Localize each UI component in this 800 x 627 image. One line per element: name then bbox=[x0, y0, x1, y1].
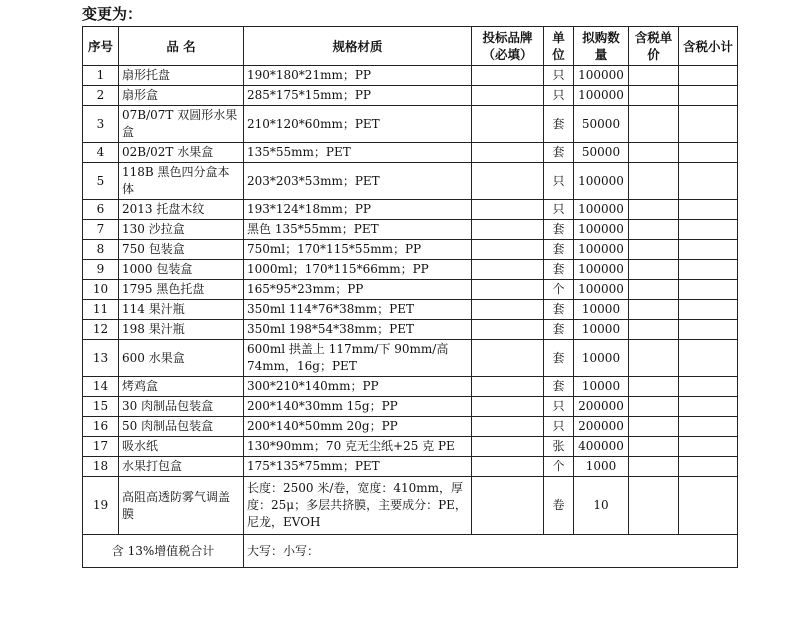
row-qty: 10000 bbox=[574, 320, 629, 340]
row-spec: 1000ml；170*115*66mm；PP bbox=[244, 260, 472, 280]
row-no: 14 bbox=[83, 377, 119, 397]
row-price-input[interactable] bbox=[629, 300, 679, 320]
row-qty: 100000 bbox=[574, 260, 629, 280]
row-qty: 10000 bbox=[574, 340, 629, 377]
row-spec: 350ml 114*76*38mm；PET bbox=[244, 300, 472, 320]
row-subtotal-input[interactable] bbox=[679, 397, 738, 417]
row-no: 11 bbox=[83, 300, 119, 320]
row-name: 高阻高透防雾气调盖膜 bbox=[119, 477, 244, 535]
row-spec: 300*210*140mm；PP bbox=[244, 377, 472, 397]
row-price-input[interactable] bbox=[629, 66, 679, 86]
row-name: 750 包装盒 bbox=[119, 240, 244, 260]
row-spec: 193*124*18mm；PP bbox=[244, 200, 472, 220]
row-price-input[interactable] bbox=[629, 163, 679, 200]
row-unit: 套 bbox=[544, 143, 574, 163]
row-unit: 只 bbox=[544, 66, 574, 86]
table-row bbox=[83, 320, 738, 340]
row-price-input[interactable] bbox=[629, 320, 679, 340]
table-row bbox=[83, 200, 738, 220]
row-name: 07B/07T 双圆形水果盒 bbox=[119, 106, 244, 143]
row-brand-input[interactable] bbox=[472, 86, 544, 106]
table-row bbox=[83, 280, 738, 300]
table-row bbox=[83, 397, 738, 417]
table-row bbox=[83, 300, 738, 320]
row-name: 50 肉制品包装盒 bbox=[119, 417, 244, 437]
row-brand-input[interactable] bbox=[472, 260, 544, 280]
row-brand-input[interactable] bbox=[472, 377, 544, 397]
row-subtotal-input[interactable] bbox=[679, 220, 738, 240]
row-no: 16 bbox=[83, 417, 119, 437]
row-no: 1 bbox=[83, 66, 119, 86]
row-name: 600 水果盒 bbox=[119, 340, 244, 377]
row-no: 9 bbox=[83, 260, 119, 280]
row-spec: 203*203*53mm；PET bbox=[244, 163, 472, 200]
row-spec: 750ml；170*115*55mm；PP bbox=[244, 240, 472, 260]
row-name: 扇形盒 bbox=[119, 86, 244, 106]
table-row bbox=[83, 240, 738, 260]
row-name: 118B 黑色四分盒本体 bbox=[119, 163, 244, 200]
row-unit: 套 bbox=[544, 106, 574, 143]
row-qty: 50000 bbox=[574, 143, 629, 163]
header-price: 含税单价 bbox=[629, 27, 679, 66]
row-qty: 10000 bbox=[574, 377, 629, 397]
row-brand-input[interactable] bbox=[472, 397, 544, 417]
row-subtotal-input[interactable] bbox=[679, 260, 738, 280]
row-price-input[interactable] bbox=[629, 220, 679, 240]
row-price-input[interactable] bbox=[629, 437, 679, 457]
row-brand-input[interactable] bbox=[472, 143, 544, 163]
row-subtotal-input[interactable] bbox=[679, 477, 738, 535]
row-price-input[interactable] bbox=[629, 457, 679, 477]
row-brand-input[interactable] bbox=[472, 340, 544, 377]
row-subtotal-input[interactable] bbox=[679, 66, 738, 86]
row-name: 30 肉制品包装盒 bbox=[119, 397, 244, 417]
row-no: 19 bbox=[83, 477, 119, 535]
row-price-input[interactable] bbox=[629, 417, 679, 437]
row-name: 114 果汁瓶 bbox=[119, 300, 244, 320]
row-subtotal-input[interactable] bbox=[679, 106, 738, 143]
table-row bbox=[83, 163, 738, 200]
table-row bbox=[83, 106, 738, 143]
row-no: 15 bbox=[83, 397, 119, 417]
row-brand-input[interactable] bbox=[472, 417, 544, 437]
row-no: 2 bbox=[83, 86, 119, 106]
row-brand-input[interactable] bbox=[472, 106, 544, 143]
row-spec: 210*120*60mm；PET bbox=[244, 106, 472, 143]
row-spec: 165*95*23mm；PP bbox=[244, 280, 472, 300]
table-row bbox=[83, 66, 738, 86]
total-label: 含 13%增值税合计 bbox=[83, 535, 244, 568]
table-row bbox=[83, 477, 738, 535]
row-unit: 只 bbox=[544, 200, 574, 220]
table-row bbox=[83, 377, 738, 397]
row-subtotal-input[interactable] bbox=[679, 143, 738, 163]
row-brand-input[interactable] bbox=[472, 300, 544, 320]
row-unit: 套 bbox=[544, 220, 574, 240]
table-row bbox=[83, 220, 738, 240]
row-price-input[interactable] bbox=[629, 397, 679, 417]
table-row bbox=[83, 143, 738, 163]
row-name: 198 果汁瓶 bbox=[119, 320, 244, 340]
row-brand-input[interactable] bbox=[472, 320, 544, 340]
row-price-input[interactable] bbox=[629, 477, 679, 535]
row-subtotal-input[interactable] bbox=[679, 340, 738, 377]
row-spec: 285*175*15mm；PP bbox=[244, 86, 472, 106]
row-no: 5 bbox=[83, 163, 119, 200]
table-row bbox=[83, 417, 738, 437]
row-no: 17 bbox=[83, 437, 119, 457]
row-spec: 130*90mm；70 克无尘纸+25 克 PE bbox=[244, 437, 472, 457]
header-no: 序号 bbox=[83, 27, 119, 66]
row-brand-input[interactable] bbox=[472, 66, 544, 86]
row-unit: 个 bbox=[544, 280, 574, 300]
section-heading: 变更为： bbox=[82, 5, 143, 23]
row-spec: 350ml 198*54*38mm；PET bbox=[244, 320, 472, 340]
row-qty: 10000 bbox=[574, 300, 629, 320]
row-unit: 套 bbox=[544, 340, 574, 377]
row-subtotal-input[interactable] bbox=[679, 300, 738, 320]
row-brand-input[interactable] bbox=[472, 200, 544, 220]
row-spec: 200*140*30mm 15g；PP bbox=[244, 397, 472, 417]
row-name: 130 沙拉盒 bbox=[119, 220, 244, 240]
procurement-table bbox=[82, 26, 738, 568]
row-brand-input[interactable] bbox=[472, 163, 544, 200]
row-unit: 套 bbox=[544, 240, 574, 260]
row-qty: 100000 bbox=[574, 66, 629, 86]
row-subtotal-input[interactable] bbox=[679, 200, 738, 220]
row-name: 1795 黑色托盘 bbox=[119, 280, 244, 300]
row-unit: 只 bbox=[544, 86, 574, 106]
row-brand-input[interactable] bbox=[472, 220, 544, 240]
row-unit: 只 bbox=[544, 417, 574, 437]
row-unit: 只 bbox=[544, 397, 574, 417]
header-unit: 单位 bbox=[544, 27, 574, 66]
row-name: 2013 托盘木纹 bbox=[119, 200, 244, 220]
row-qty: 100000 bbox=[574, 200, 629, 220]
header-spec: 规格材质 bbox=[244, 27, 472, 66]
row-brand-input[interactable] bbox=[472, 437, 544, 457]
row-spec: 190*180*21mm；PP bbox=[244, 66, 472, 86]
row-price-input[interactable] bbox=[629, 86, 679, 106]
row-spec: 600ml 拱盖上 117mm/下 90mm/高 74mm，16g；PET bbox=[244, 340, 472, 377]
row-subtotal-input[interactable] bbox=[679, 240, 738, 260]
row-unit: 套 bbox=[544, 260, 574, 280]
header-subtotal: 含税小计 bbox=[679, 27, 738, 66]
row-qty: 100000 bbox=[574, 280, 629, 300]
row-qty: 400000 bbox=[574, 437, 629, 457]
row-qty: 100000 bbox=[574, 240, 629, 260]
row-unit: 套 bbox=[544, 377, 574, 397]
table-row bbox=[83, 260, 738, 280]
row-no: 10 bbox=[83, 280, 119, 300]
row-no: 4 bbox=[83, 143, 119, 163]
row-subtotal-input[interactable] bbox=[679, 320, 738, 340]
row-name: 烤鸡盒 bbox=[119, 377, 244, 397]
row-subtotal-input[interactable] bbox=[679, 86, 738, 106]
row-no: 12 bbox=[83, 320, 119, 340]
row-brand-input[interactable] bbox=[472, 477, 544, 535]
row-qty: 100000 bbox=[574, 86, 629, 106]
row-unit: 套 bbox=[544, 320, 574, 340]
row-price-input[interactable] bbox=[629, 340, 679, 377]
row-subtotal-input[interactable] bbox=[679, 280, 738, 300]
row-price-input[interactable] bbox=[629, 377, 679, 397]
total-row bbox=[83, 535, 738, 568]
row-qty: 50000 bbox=[574, 106, 629, 143]
row-qty: 100000 bbox=[574, 220, 629, 240]
row-qty: 1000 bbox=[574, 457, 629, 477]
row-subtotal-input[interactable] bbox=[679, 163, 738, 200]
row-spec: 175*135*75mm；PET bbox=[244, 457, 472, 477]
row-unit: 张 bbox=[544, 437, 574, 457]
table-header-row bbox=[83, 27, 738, 66]
row-brand-input[interactable] bbox=[472, 280, 544, 300]
row-name: 02B/02T 水果盒 bbox=[119, 143, 244, 163]
row-price-input[interactable] bbox=[629, 143, 679, 163]
row-price-input[interactable] bbox=[629, 260, 679, 280]
row-no: 13 bbox=[83, 340, 119, 377]
row-qty: 100000 bbox=[574, 163, 629, 200]
row-price-input[interactable] bbox=[629, 280, 679, 300]
row-name: 扇形托盘 bbox=[119, 66, 244, 86]
table-row bbox=[83, 437, 738, 457]
row-qty: 200000 bbox=[574, 417, 629, 437]
row-spec: 黑色 135*55mm；PET bbox=[244, 220, 472, 240]
row-qty: 200000 bbox=[574, 397, 629, 417]
row-name: 1000 包装盒 bbox=[119, 260, 244, 280]
row-spec: 135*55mm；PET bbox=[244, 143, 472, 163]
table-row bbox=[83, 86, 738, 106]
row-unit: 只 bbox=[544, 163, 574, 200]
row-subtotal-input[interactable] bbox=[679, 437, 738, 457]
header-name: 品 名 bbox=[119, 27, 244, 66]
row-no: 3 bbox=[83, 106, 119, 143]
row-brand-input[interactable] bbox=[472, 240, 544, 260]
total-value: 大写：小写： bbox=[244, 535, 738, 568]
row-no: 18 bbox=[83, 457, 119, 477]
row-no: 7 bbox=[83, 220, 119, 240]
row-no: 6 bbox=[83, 200, 119, 220]
row-unit: 卷 bbox=[544, 477, 574, 535]
row-price-input[interactable] bbox=[629, 200, 679, 220]
row-subtotal-input[interactable] bbox=[679, 457, 738, 477]
header-brand: 投标品牌（必填） bbox=[472, 27, 544, 66]
row-subtotal-input[interactable] bbox=[679, 417, 738, 437]
row-unit: 套 bbox=[544, 300, 574, 320]
row-qty: 10 bbox=[574, 477, 629, 535]
row-spec: 200*140*50mm 20g；PP bbox=[244, 417, 472, 437]
row-spec: 长度：2500 米/卷，宽度：410mm，厚度：25μ；多层共挤膜，主要成分：PE，尼龙，EVOH bbox=[244, 477, 472, 535]
row-price-input[interactable] bbox=[629, 240, 679, 260]
row-unit: 个 bbox=[544, 457, 574, 477]
row-name: 水果打包盒 bbox=[119, 457, 244, 477]
row-subtotal-input[interactable] bbox=[679, 377, 738, 397]
table-body bbox=[83, 66, 738, 535]
row-no: 8 bbox=[83, 240, 119, 260]
table-row bbox=[83, 340, 738, 377]
table-row bbox=[83, 457, 738, 477]
header-qty: 拟购数量 bbox=[574, 27, 629, 66]
row-price-input[interactable] bbox=[629, 106, 679, 143]
row-name: 吸水纸 bbox=[119, 437, 244, 457]
row-brand-input[interactable] bbox=[472, 457, 544, 477]
